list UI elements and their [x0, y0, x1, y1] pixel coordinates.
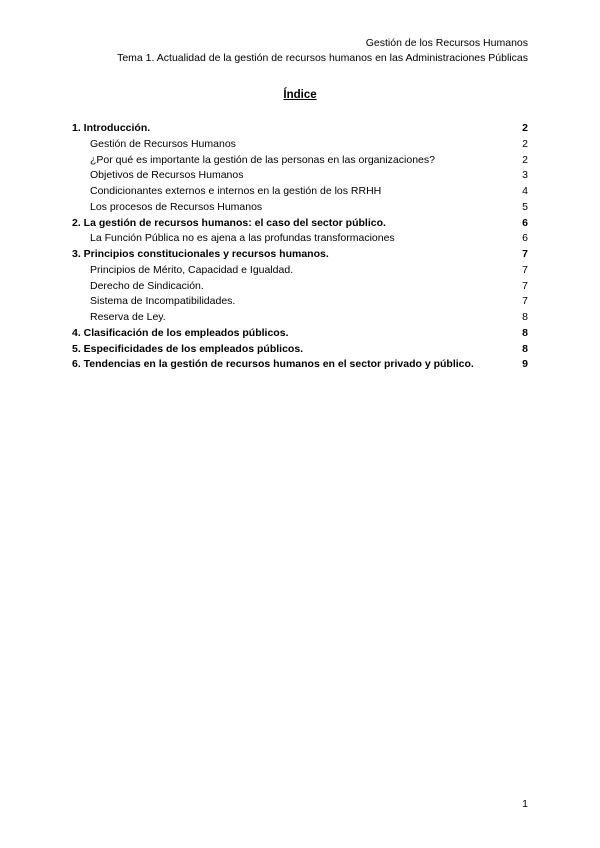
toc-entry-page: 6	[522, 232, 528, 245]
toc-section[interactable]	[72, 357, 528, 373]
toc-entry-label: Derecho de Sindicación.	[90, 279, 204, 292]
toc-entry-page: 5	[522, 200, 528, 213]
toc-entry-page: 7	[522, 263, 528, 276]
toc-entry-label: Objetivos de Recursos Humanos	[90, 169, 244, 182]
toc-entry-label: 1. Introducción.	[72, 122, 151, 134]
page-title: Índice	[283, 89, 317, 101]
toc-entry-page: 2	[522, 122, 528, 134]
toc-subsection[interactable]	[72, 231, 528, 247]
header-line-2: Tema 1. Actualidad de la gestión de recursos humanos en las Administraciones Públicas	[117, 52, 528, 64]
toc-subsection[interactable]	[72, 200, 528, 216]
toc-subsection[interactable]	[72, 153, 528, 169]
toc-entry-page: 9	[522, 358, 528, 371]
toc-entry-label: Condicionantes externos e internos en la gestión de los RRHH	[90, 185, 382, 197]
toc-section[interactable]	[72, 216, 528, 232]
toc-subsection[interactable]	[72, 168, 528, 184]
table-of-contents	[72, 121, 528, 373]
toc-entry-label: Principios de Mérito, Capacidad e Igualdad.	[90, 263, 294, 276]
header-line-1: Gestión de los Recursos Humanos	[365, 37, 528, 49]
toc-subsection[interactable]	[72, 294, 528, 310]
toc-entry-label: Reserva de Ley.	[90, 311, 166, 323]
toc-subsection[interactable]	[72, 279, 528, 295]
toc-entry-page: 2	[522, 137, 528, 150]
toc-entry-label: La Función Pública no es ajena a las profundas transformaciones	[90, 232, 395, 245]
page-number: 1	[522, 798, 528, 810]
toc-entry-label: 4. Clasificación de los empleados públicos.	[72, 326, 289, 339]
toc-entry-page: 8	[522, 326, 528, 339]
toc-section[interactable]	[72, 247, 528, 263]
toc-section[interactable]	[72, 342, 528, 358]
toc-entry-page: 6	[522, 216, 528, 229]
toc-entry-page: 4	[522, 185, 528, 197]
page-header	[117, 36, 528, 66]
toc-section[interactable]	[72, 121, 528, 137]
toc-entry-label: 6. Tendencias en la gestión de recursos humanos en el sector privado y público.	[72, 358, 474, 371]
toc-subsection[interactable]	[72, 310, 528, 326]
toc-entry-page: 7	[522, 295, 528, 308]
toc-entry-label: Los procesos de Recursos Humanos	[90, 200, 263, 213]
toc-entry-page: 7	[522, 279, 528, 292]
toc-entry-page: 8	[522, 342, 528, 355]
toc-entry-page: 8	[522, 311, 528, 323]
toc-entry-page: 7	[522, 248, 528, 260]
toc-section[interactable]	[72, 326, 528, 342]
toc-entry-page: 2	[522, 153, 528, 166]
toc-entry-label: Sistema de Incompatibilidades.	[90, 295, 236, 308]
toc-entry-label: Gestión de Recursos Humanos	[90, 137, 236, 150]
toc-subsection[interactable]	[72, 263, 528, 279]
toc-entry-label: 5. Especificidades de los empleados públicos.	[72, 342, 304, 355]
toc-entry-label: ¿Por qué es importante la gestión de las personas en las organizaciones?	[90, 153, 435, 166]
toc-entry-label: 3. Principios constitucionales y recursos humanos.	[72, 248, 329, 260]
toc-subsection[interactable]	[72, 184, 528, 200]
toc-entry-label: 2. La gestión de recursos humanos: el caso del sector público.	[72, 216, 386, 229]
toc-entry-page: 3	[522, 169, 528, 182]
toc-subsection[interactable]	[72, 137, 528, 153]
